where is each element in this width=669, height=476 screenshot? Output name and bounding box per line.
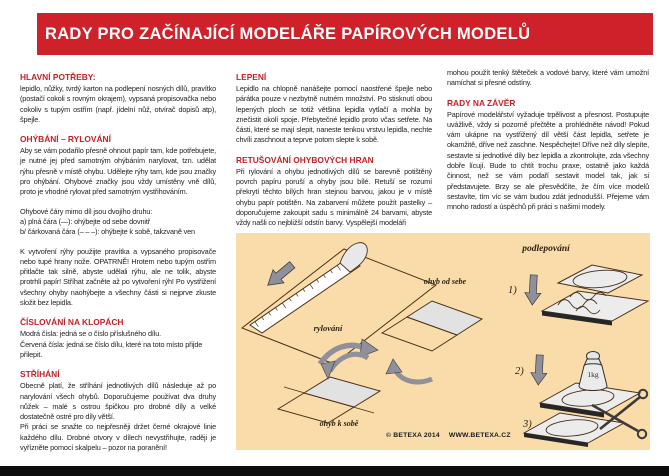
step-number-2: 2) bbox=[515, 366, 524, 377]
paragraph: Lepidlo na chlopně nanášejte pomocí naostřené špejle nebo párátka pouze v nezbytně nutném množství. Po stisknutí obou lepených ploch se totiž většina lepidla vytlačí a mohla by znečistit okolí spoje. Přebytečné lepidlo proto včas setřete. Na části, které se mají slepit, naneste tenkou vrstvu lepidla, nechte chvíli zaschnout a teprve potom slepte k sobě. bbox=[236, 84, 432, 145]
paragraph: Obecně platí, že stříhání jednotlivých dílů následuje až po narylování všech ohybů. Doporučujeme používat dva druhy nůžek – malé s ostrou špičkou pro drobné díly a velké dostatečně ostré pro díly větší. bbox=[20, 381, 216, 422]
illustration-svg bbox=[236, 233, 650, 450]
laminating-sheet-glue bbox=[542, 291, 648, 326]
heading-cislovani-na-klopach: ČÍSLOVÁNÍ NA KLOPÁCH bbox=[20, 317, 124, 328]
paragraph: Aby se vám podařilo přesně ohnout papír tam, kde potřebujete, je nutné jej před samotným ohýbáním narylovat, tzn. udělat rýhu přesně v místě ohybu. Udělejte rýhy tam, kde jsou značky pro ohýbání. Ohybové značky jsou vždy umístěny vně dílů, proto je vhodné rylovat před samotným vystřihováním. bbox=[20, 146, 216, 197]
scoring-arrow-icon bbox=[262, 258, 297, 292]
column-right bbox=[447, 68, 649, 213]
heading-retusovani: RETUŠOVÁNÍ OHYBOVÝCH HRAN bbox=[236, 154, 374, 165]
heading-ohybani-rylovani: OHÝBÁNÍ – RYLOVÁNÍ bbox=[20, 134, 111, 145]
illustration-panel bbox=[236, 233, 650, 450]
title-banner bbox=[37, 13, 653, 55]
bottom-black-bar bbox=[0, 466, 669, 476]
website-text: WWW.BETEXA.CZ bbox=[448, 432, 511, 439]
laminating-sheet-cut bbox=[524, 413, 624, 447]
heading-hlavni-potreby: HLAVNÍ POTŘEBY: bbox=[20, 72, 96, 82]
column-middle bbox=[236, 68, 432, 229]
weight-label: 1kg bbox=[587, 370, 599, 379]
paragraph: lepidlo, nůžky, tvrdý karton na podlepení nosných dílů, pravítko (postačí cokoli s rovným okrajem), vypsaná propisovačka nebo cokoliv s tupým ostřím (např. jídelní nůž, otvírač dopisů atp), špejle. bbox=[20, 84, 216, 124]
paragraph: Papírové modelářství vyžaduje trpělivost a přesnost. Postupujte uvážlivě, vždy si pozorně přečtěte a prohlédněte návod! Pokud vám ukápne na vystřižený díl větší část lepidla, setřete je okamžitě, dříve než zaschne. Nespěchejte! Dříve než díly slepíte, sestavte si jednotlivé díly bez lepidla a zkontrolujte, zda všechny dobře lícují. Bude to chtít trochu praxe, ostatně jako každá činnost, než se vám podaří sestavit model tak, jak si představujete. Brzy se ale přesvědčíte, že čím více modelů sestavíte, tím víc se vám budou zdát jednodušší. Přejeme vám mnoho radostí a úspěchů při práci s našimi modely. bbox=[447, 109, 649, 212]
heading-lepeni: LEPENÍ bbox=[236, 72, 267, 82]
page-title: RADY PRO ZAČÍNAJÍCÍ MODELÁŘE PAPÍROVÝCH MODELŮ bbox=[45, 24, 531, 43]
paragraph: Při rylování a ohybu jednotlivých dílů se barevně potištěný povrch papíru poruší a ohyby jsou bílé. Retuší se rozumí překrytí těchto bílých hran stejnou barvou, jakou je v místě ohybu papír potištěn. Na zabarvení můžete použít pastelky – doporučujeme zakoupit sadu s minimálně 24 barvami, abyste vždy našli co nejbližší odstín barvy. Vyspělejší modeláři bbox=[236, 166, 432, 228]
fold-toward-drawing bbox=[278, 354, 380, 423]
paragraph-red-numbers: Červená čísla: jedná se číslo dílu, které na toto místo přijde přilepit. bbox=[20, 339, 203, 359]
list-item-fold-solid: a) plná čára (—): ohýbejte od sebe dovnitř bbox=[20, 216, 150, 226]
step2-arrow-icon bbox=[530, 355, 548, 386]
label-rylovani: rylování bbox=[313, 323, 343, 333]
column-left bbox=[20, 68, 216, 453]
paragraph: K vytvoření rýhy použijte pravítka a vypsaného propisovače nebo tupé hrany nože. OPATRNĚ! Hrotem nebo tupým ostřím přitlačte tak silně, abyste udělali rýhu, ale ne tolik, abyste protrhli papír! Stříhat začněte až po vytvoření rýh! Po vystřižení všechny ohyby naohýbejte a všechny části si nejprve zkuste složit bez lepidla. bbox=[20, 246, 216, 308]
label-ohyb-od-sebe: ohyb od sebe bbox=[423, 277, 467, 286]
flip-arrow-icon bbox=[320, 339, 378, 364]
laminating-sheet-top bbox=[558, 265, 642, 293]
step1-arrow-icon bbox=[524, 275, 542, 306]
label-podlepovani: podlepování bbox=[522, 244, 570, 254]
list-item-fold-dashed: b/ čárkovaná čára (– – –): ohýbejte k sobě, takzvaně ven bbox=[20, 227, 195, 237]
ruler-drawing bbox=[250, 243, 367, 333]
heading-rady-na-zaver: RADY NA ZÁVĚR bbox=[447, 97, 516, 108]
paragraph: Při práci se snažte co nejpřesněji držet černé okrajové linie každého dílu. Drobné otvory v dílech nevystřihujte, raději je vyřízněte pomocí skalpelu – pozor na poranění! bbox=[20, 422, 216, 453]
fold-away-drawing bbox=[382, 301, 482, 382]
paragraph-blue-numbers: Modrá čísla: jedná se o číslo příslušného dílu. bbox=[20, 329, 161, 339]
paragraph-continuation: mohou použít tenký štěteček a vodové barvy, které vám umožní namíchat si přesné odstíny. bbox=[447, 68, 649, 88]
step-number-1: 1) bbox=[508, 285, 517, 296]
credit-line bbox=[386, 432, 511, 439]
paragraph: Ohybové čáry mimo díl jsou dvojího druhu: bbox=[20, 206, 153, 216]
copyright-text: © BETEXA 2014 bbox=[386, 432, 440, 439]
step-number-3: 3) bbox=[523, 419, 532, 430]
label-ohyb-k-sobe: ohyb k sobě bbox=[319, 419, 359, 428]
heading-strihani: STŘÍHÁNÍ bbox=[20, 369, 60, 380]
